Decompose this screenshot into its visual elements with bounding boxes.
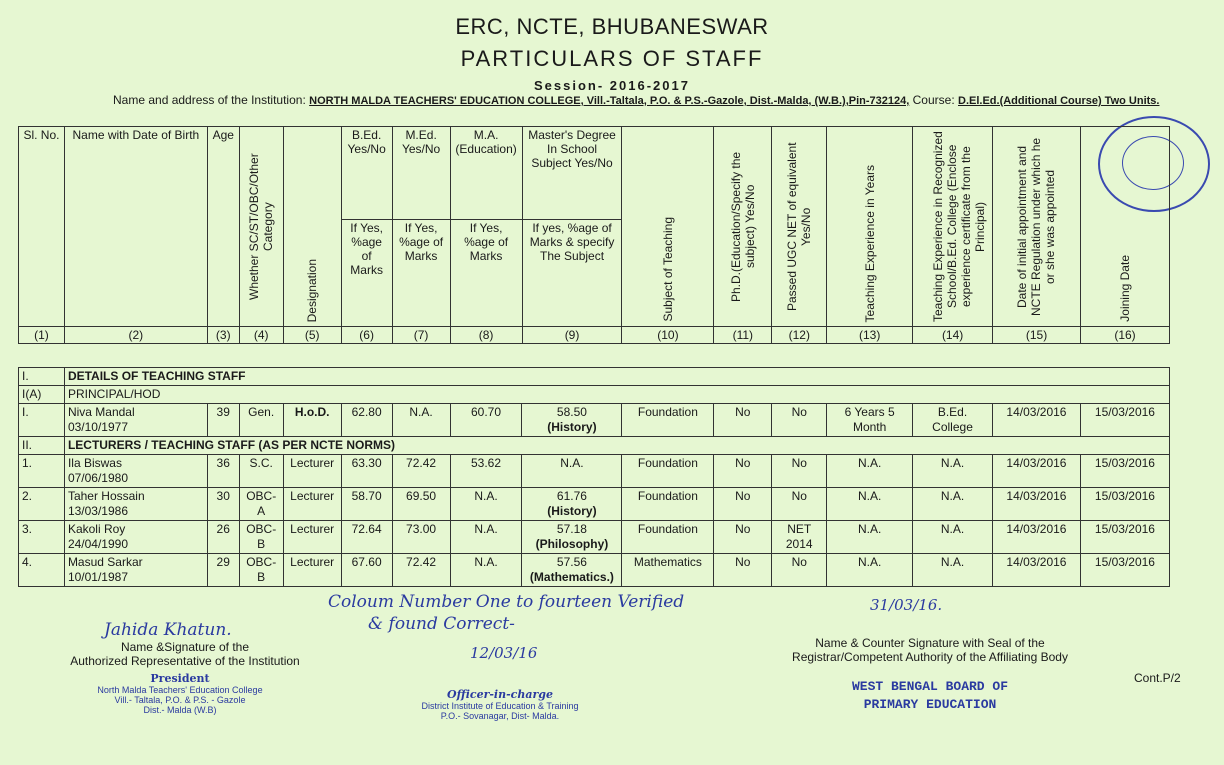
column-number-row: (1) (2) (3) (4) (5) (6) (7) (8) (9) (10) (11) (12) (13) (14) (15) (16) bbox=[19, 327, 1170, 344]
handwritten-initials: 12/03/16 bbox=[470, 644, 538, 662]
title-particulars: PARTICULARS OF STAFF bbox=[460, 46, 764, 71]
col-phd: Ph.D.(Education/Specify the subject) Yes/No bbox=[714, 127, 772, 327]
staff-table bbox=[18, 367, 1170, 587]
handwritten-verification: Coloum Number One to fourteen Verified bbox=[328, 592, 685, 612]
col-ma: M.A. (Education) bbox=[450, 127, 522, 220]
board-stamp: WEST BENGAL BOARD OF PRIMARY EDUCATION bbox=[851, 679, 1009, 712]
col-name: Name with Date of Birth bbox=[64, 127, 207, 327]
col-ma-sub: If Yes, %age of Marks bbox=[450, 220, 522, 327]
table-row: 2. Taher Hossain 13/03/1986 30 OBC-A Lecturer 58.70 69.50 N.A. 61.76 (History) Foundation No No N.A. N.A. 14/03/2016 15/03/2016 bbox=[19, 488, 1170, 521]
right-signature-block: Name & Counter Signature with Seal of the Registrar/Competent Authority of the Affiliating Body bbox=[792, 636, 1068, 664]
handwritten-right-signature: 31/03/16. bbox=[870, 596, 943, 614]
header-table bbox=[18, 126, 1170, 344]
col-bed-sub: If Yes, %age of Marks bbox=[341, 220, 392, 327]
session-label: Session- 2016-2017 bbox=[534, 78, 690, 93]
col-joining: Joining Date bbox=[1081, 127, 1170, 327]
col-appointment: Date of initial appointment and NCTE Regulation under which he or she was appointed bbox=[993, 127, 1081, 327]
col-designation: Designation bbox=[283, 127, 341, 327]
president-stamp: President North Malda Teachers' Education College Vill.- Taltala, P.O. & P.S. - Gazole Dist.- Malda (W.B) bbox=[97, 672, 263, 715]
section-lecturers: II. LECTURERS / TEACHING STAFF (AS PER NCTE NORMS) bbox=[19, 437, 1170, 455]
col-net: Passed UGC NET of equivalent Yes/No bbox=[772, 127, 827, 327]
section-principal: I(A) PRINCIPAL/HOD bbox=[19, 386, 1170, 404]
col-masters: Master's Degree In School Subject Yes/No bbox=[522, 127, 622, 220]
col-school-exp: Teaching Experience in Recognized School/B.Ed. College (Enclose experience certificate from the Principal) bbox=[913, 127, 993, 327]
col-category: Whether SC/ST/OBC/Other Category bbox=[239, 127, 283, 327]
section-teaching-staff: I. DETAILS OF TEACHING STAFF bbox=[19, 368, 1170, 386]
institution-line: Name and address of the Institution: NORTH MALDA TEACHERS' EDUCATION COLLEGE, Vill.-Taltala, P.O. & P.S.-Gazole, Dist.-Malda, (W.B.),Pin-732124, Course: D.El.Ed.(Additional Course) Two Units. bbox=[113, 93, 1160, 107]
handwritten-name: Jahida Khatun. bbox=[104, 620, 232, 640]
col-sl: Sl. No. bbox=[19, 127, 65, 327]
table-row: I. Niva Mandal 03/10/1977 39 Gen. H.o.D. 62.80 N.A. 60.70 58.50 (History) Foundation No No 6 Years 5 Month B.Ed. College 14/03/2016 15/03/2016 bbox=[19, 404, 1170, 437]
officer-stamp: Officer-in-charge District Institute of Education & Training P.O.- Sovanagar, Dist- Malda. bbox=[421, 688, 579, 721]
continued-label: Cont.P/2 bbox=[1134, 671, 1181, 685]
table-row: 1. Ila Biswas 07/06/1980 36 S.C. Lecturer 63.30 72.42 53.62 N.A. Foundation No No N.A. N.A. 14/03/2016 15/03/2016 bbox=[19, 455, 1170, 488]
col-masters-sub: If yes, %age of Marks & specify The Subject bbox=[522, 220, 622, 327]
col-subject: Subject of Teaching bbox=[622, 127, 714, 327]
table-row: 4. Masud Sarkar 10/01/1987 29 OBC-B Lecturer 67.60 72.42 N.A. 57.56 (Mathematics.) Mathematics No No N.A. N.A. 14/03/2016 15/03/2016 bbox=[19, 554, 1170, 587]
col-med-sub: If Yes, %age of Marks bbox=[392, 220, 450, 327]
col-age: Age bbox=[207, 127, 239, 327]
col-bed: B.Ed. Yes/No bbox=[341, 127, 392, 220]
col-exp: Teaching Experience in Years bbox=[827, 127, 913, 327]
table-row: 3. Kakoli Roy 24/04/1990 26 OBC-B Lecturer 72.64 73.00 N.A. 57.18 (Philosophy) Foundation No NET 2014 N.A. N.A. 14/03/2016 15/03/2016 bbox=[19, 521, 1170, 554]
handwritten-found-correct: & found Correct- bbox=[368, 614, 515, 634]
title-erc: ERC, NCTE, BHUBANESWAR bbox=[455, 14, 769, 39]
col-med: M.Ed. Yes/No bbox=[392, 127, 450, 220]
left-signature-block: Name &Signature of the Authorized Representative of the Institution bbox=[70, 640, 300, 668]
